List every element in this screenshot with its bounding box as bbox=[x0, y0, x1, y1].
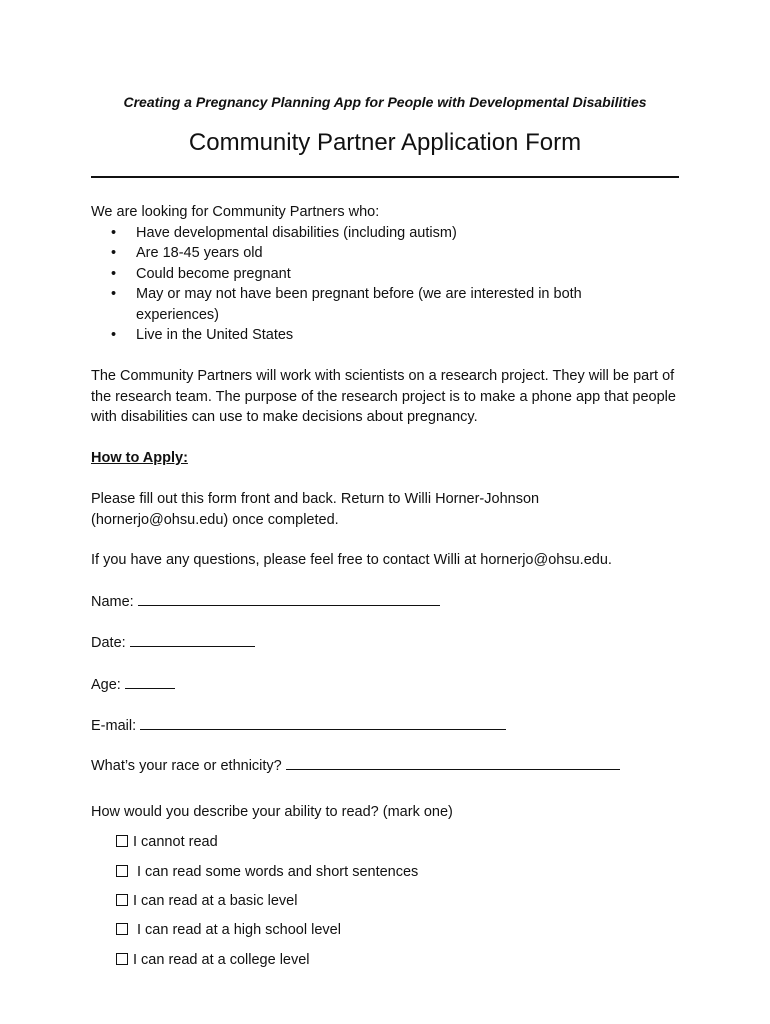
reading-option[interactable]: I can read at a basic level bbox=[116, 893, 297, 909]
checkbox-icon[interactable] bbox=[116, 865, 128, 877]
race-label: What’s your race or ethnicity? bbox=[91, 758, 282, 774]
email-field bbox=[91, 715, 506, 736]
bullet-icon: • bbox=[111, 245, 117, 261]
title-divider bbox=[91, 176, 679, 178]
how-to-apply-heading: How to Apply: bbox=[91, 450, 188, 466]
form-title: Community Partner Application Form bbox=[188, 129, 582, 156]
name-input-line[interactable] bbox=[138, 591, 440, 606]
reading-option[interactable]: I cannot read bbox=[116, 834, 218, 850]
bullet-icon: • bbox=[111, 286, 117, 302]
email-label: E-mail: bbox=[91, 718, 137, 734]
list-item: • May or may not have been pregnant before (we are interested in both experiences) bbox=[111, 286, 582, 323]
date-label: Date: bbox=[91, 635, 126, 651]
list-item: • Could become pregnant bbox=[136, 264, 691, 285]
date-input-line[interactable] bbox=[130, 632, 255, 647]
checkbox-icon[interactable] bbox=[116, 923, 128, 935]
bullet-icon: • bbox=[111, 265, 117, 282]
list-item: • Have developmental disabilities (including autism) bbox=[136, 223, 691, 244]
checkbox-icon[interactable] bbox=[116, 835, 128, 847]
race-field bbox=[91, 755, 620, 776]
reading-question: How would you describe your ability to read? (mark one) bbox=[91, 804, 453, 820]
eligibility-section bbox=[91, 202, 691, 346]
age-field bbox=[91, 674, 175, 695]
reading-option[interactable]: I can read some words and short sentences bbox=[116, 864, 418, 880]
email-input-line[interactable] bbox=[140, 715, 506, 730]
project-title: Creating a Pregnancy Planning App for People with Developmental Disabilities bbox=[123, 94, 647, 110]
bullet-icon: • bbox=[111, 327, 117, 343]
eligibility-list bbox=[91, 223, 691, 346]
checkbox-icon[interactable] bbox=[116, 894, 128, 906]
bullet-icon: • bbox=[111, 224, 117, 241]
name-label: Name: bbox=[91, 594, 134, 610]
eligibility-lead: We are looking for Community Partners who: bbox=[91, 204, 380, 220]
list-item: • Are 18-45 years old bbox=[136, 243, 691, 264]
age-input-line[interactable] bbox=[125, 674, 175, 689]
apply-instructions: Please fill out this form front and back. Return to Willi Horner-Johnson (hornerjo@ohsu.edu) once completed. bbox=[91, 491, 540, 528]
race-input-line[interactable] bbox=[286, 755, 620, 770]
contact-info: If you have any questions, please feel free to contact Willi at hornerjo@ohsu.edu. bbox=[91, 552, 612, 568]
checkbox-icon[interactable] bbox=[116, 953, 128, 965]
reading-option[interactable]: I can read at a college level bbox=[116, 952, 310, 968]
age-label: Age: bbox=[91, 677, 121, 693]
list-item: • Live in the United States bbox=[136, 325, 691, 346]
name-field bbox=[91, 591, 440, 612]
project-description: The Community Partners will work with scientists on a research project. They will be part of the research team. The purpose of the research project is to make a phone app that people with disabilities can use to make decisions about pregnancy. bbox=[91, 368, 676, 425]
reading-option[interactable]: I can read at a high school level bbox=[116, 922, 341, 938]
date-field bbox=[91, 632, 255, 653]
